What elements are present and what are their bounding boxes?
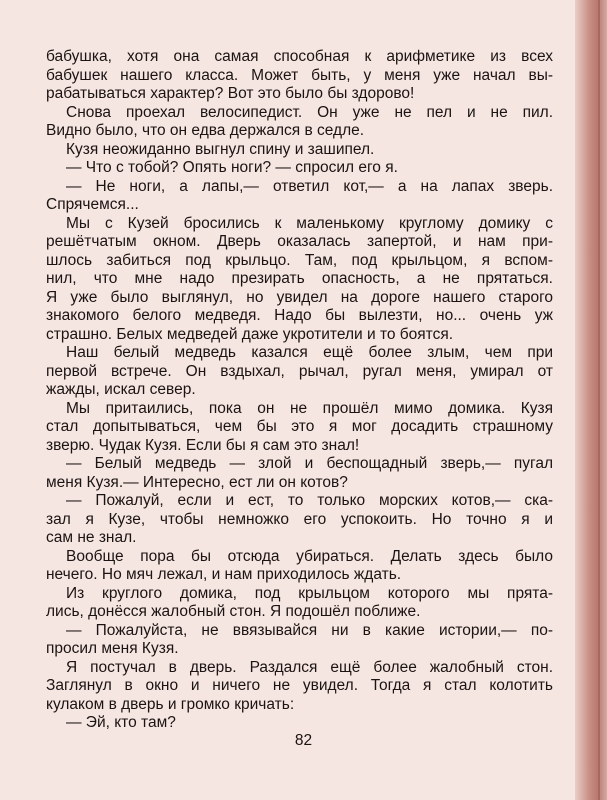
- text-line: зверю. Чудак Кузя. Если бы я сам это знал!: [46, 436, 360, 454]
- text-line: первой встрече. Он вздыхал, рычал, ругал меня, умирал от: [46, 362, 553, 380]
- text-line: сам не знал.: [46, 529, 137, 546]
- page-text: [46, 48, 553, 733]
- text-line: просил меня Кузя.: [46, 640, 179, 657]
- text-line: — Белый медведь — злой и беспощадный зверь,— пугал: [66, 455, 553, 472]
- text-line: лись, донёсся жалобный стон. Я подошёл поближе.: [46, 603, 421, 620]
- text-line: нил, что мне надо презирать опасность, а не прятаться.: [46, 270, 553, 287]
- text-line: знакомого белого медведя. Надо бы вылезти, но... очень уж: [46, 307, 553, 324]
- page-number: 82: [294, 732, 313, 749]
- text-line: меня Кузя.— Интересно, ест ли он котов?: [46, 473, 348, 491]
- text-line: Видно было, что он едва держался в седле.: [46, 122, 365, 139]
- text-line: страшно. Белых медведей даже укротители и то боятся.: [46, 325, 454, 343]
- text-line: Заглянул в окно и ничего не увидел. Тогда я стал колотить: [46, 677, 553, 694]
- text-line: жажды, искал север.: [46, 381, 196, 398]
- text-line: шлось забиться под крыльцо. Там, под крыльцом, я вспом-: [46, 251, 553, 269]
- text-line: — Что с тобой? Опять ноги? — спросил его я.: [66, 159, 398, 176]
- text-line: Снова проехал велосипедист. Он уже не пел и не пил.: [66, 103, 553, 121]
- text-line: — Пожалуйста, не ввязывайся ни в какие истории,— по-: [66, 621, 553, 639]
- book-spine: [575, 0, 607, 800]
- text-line: Мы с Кузей бросились к маленькому круглому домику с: [66, 214, 553, 232]
- text-line: Из круглого домика, под крыльцом которого мы прята-: [66, 584, 553, 602]
- text-line: Кузя неожиданно выгнул спину и зашипел.: [66, 140, 375, 158]
- text-line: — Эй, кто там?: [66, 714, 176, 731]
- text-line: — Не ноги, а лапы,— ответил кот,— а на лапах зверь.: [66, 177, 553, 195]
- text-line: Вообще пора бы отсюда убираться. Делать здесь было: [66, 547, 553, 565]
- text-line: Я уже было выглянул, но увидел на дороге нашего старого: [46, 288, 553, 306]
- text-line: Спрячемся...: [46, 196, 139, 213]
- text-line: Мы притаились, пока он не прошёл мимо домика. Кузя: [66, 399, 553, 417]
- text-line: бабушка, хотя она самая способная к арифметике из всех: [46, 48, 553, 65]
- text-line: нечего. Но мяч лежал, и нам приходилось ждать.: [46, 566, 402, 583]
- text-line: Наш белый медведь казался ещё более злым, чем при: [66, 344, 553, 361]
- text-line: решётчатым окном. Дверь оказалась запертой, и нам при-: [46, 233, 553, 250]
- text-line: стал допытываться, чем бы это я мог досадить страшному: [46, 418, 553, 435]
- text-line: зал я Кузе, чтобы немножко его успокоить. Но точно я и: [46, 510, 553, 528]
- spine-edge: [598, 0, 600, 800]
- text-line: Я постучал в дверь. Раздался ещё более жалобный стон.: [66, 658, 553, 676]
- text-line: рабатываться характер? Вот это было бы здорово!: [46, 85, 415, 102]
- text-line: бабушек нашего класса. Может быть, у меня уже начал вы-: [46, 66, 553, 84]
- text-line: кулаком в дверь и громко кричать:: [46, 695, 295, 713]
- text-line: — Пожалуй, если и ест, то только морских котов,— ска-: [66, 492, 553, 509]
